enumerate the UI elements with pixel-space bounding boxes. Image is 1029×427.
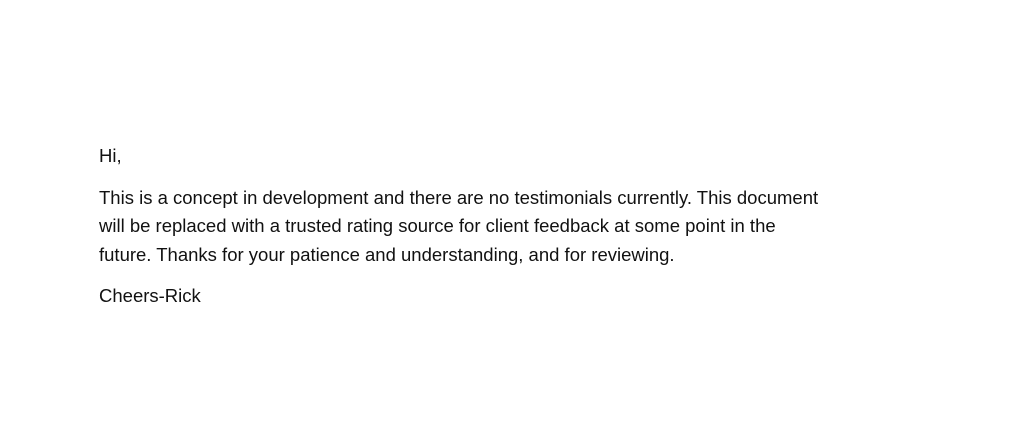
signoff-text: Cheers-Rick (99, 285, 201, 306)
greeting-text: Hi, (99, 145, 122, 166)
body-paragraph: This is a concept in development and there are no testimonials currently. This document will be replaced with a trusted rating source for client feedback at some point in the future. Thanks for your patience and understanding, and for reviewing. (99, 186, 819, 265)
testimonial-placeholder-note (99, 142, 819, 311)
